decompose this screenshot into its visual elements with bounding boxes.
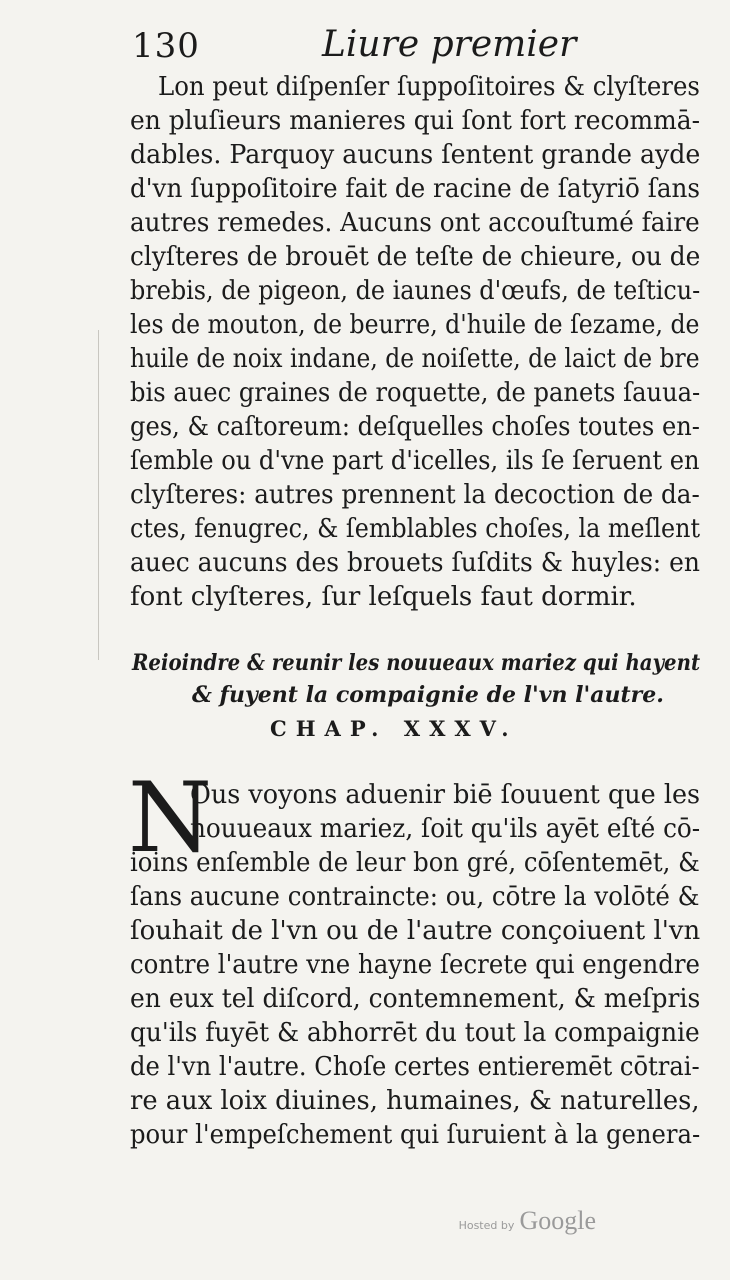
text-line: autres remedes. Aucuns ont accouſtumé faire — [130, 208, 700, 238]
text-line: ges, & caſtoreum: deſquelles choſes toutes en- — [130, 412, 700, 442]
text-line: Ous voyons aduenir biē ſouuent que les — [190, 780, 701, 810]
google-books-watermark — [459, 1206, 596, 1236]
text-line: d'vn ſuppoſitoire fait de racine de ſatyriō ſans — [130, 174, 701, 204]
text-line: re aux loix diuines, humaines, & naturelles, — [130, 1086, 700, 1116]
text-line: en pluſieurs manieres qui ſont fort recommā- — [130, 106, 700, 136]
hosted-by-label: Hosted by — [458, 1219, 515, 1232]
text-line: en eux tel diſcord, contemnement, & meſpris — [130, 984, 701, 1014]
text-line: ioins enſemble de leur bon gré, cōſentemēt, & — [130, 848, 700, 878]
drop-cap-initial: N — [128, 762, 212, 874]
text-line: huile de noix indane, de noiſette, de laict de bre — [130, 344, 700, 374]
text-line: clyſteres de brouēt de teſte de chieure, ou de — [130, 242, 701, 272]
text-line: clyſteres: autres prennent la decoction de da- — [130, 480, 700, 510]
running-head — [132, 22, 692, 70]
text-line: bis auec graines de roquette, de panets ſauua- — [130, 378, 701, 408]
text-line: Lon peut diſpenſer ſuppoſitoires & clyſteres — [158, 72, 700, 102]
text-line: brebis, de pigeon, de iaunes d'œufs, de teſticu- — [130, 276, 701, 306]
text-line: pour l'empeſchement qui ſuruient à la genera- — [130, 1120, 701, 1150]
text-line: contre l'autre vne hayne ſecrete qui engendre — [130, 950, 700, 980]
running-title: Liure premier — [322, 24, 577, 65]
chapter-number: CHAP. XXXV. — [270, 716, 518, 741]
text-line: les de mouton, de beurre, d'huile de ſezame, de — [130, 310, 700, 340]
text-line: de l'vn l'autre. Choſe certes entieremēt cōtrai- — [130, 1052, 700, 1082]
text-line: ſans aucune contraincte: ou, cōtre la volōté & — [130, 882, 700, 912]
google-logo-text: Google — [519, 1206, 596, 1235]
chapter-title-line-1: Reioindre & reunir les nouueaux mariez qui hayent — [132, 650, 701, 676]
text-line: ſouhait de l'vn ou de l'autre conçoiuent l'vn — [130, 916, 701, 946]
text-line: dables. Parquoy aucuns ſentent grande ayde — [130, 140, 701, 170]
text-line: font clyſteres, ſur leſquels faut dormir. — [130, 582, 637, 612]
text-line: nouueaux mariez, ſoit qu'ils ayēt eſté cō- — [190, 814, 701, 844]
text-line: auec aucuns des brouets ſuſdits & huyles: en — [130, 548, 700, 578]
page-number: 130 — [132, 26, 200, 66]
text-line: ctes, fenugrec, & ſemblables choſes, la meſlent — [130, 514, 701, 544]
text-line: qu'ils fuyēt & abhorrēt du tout la compaignie — [130, 1018, 700, 1048]
page-margin-shadow — [98, 330, 99, 660]
text-line: ſemble ou d'vne part d'icelles, ils ſe ſeruent en — [130, 446, 700, 476]
chapter-title-line-2: & fuyent la compaignie de l'vn l'autre. — [192, 682, 664, 708]
